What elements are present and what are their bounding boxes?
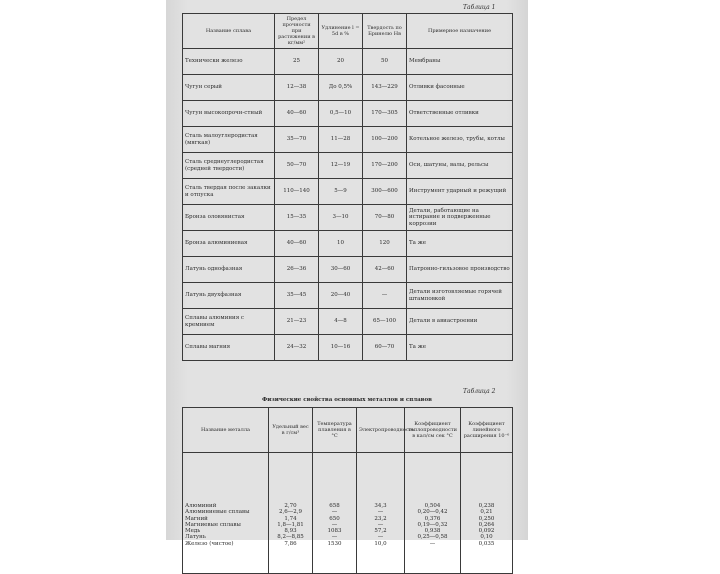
table2-melting-line: — — [331, 509, 338, 516]
table1-cell-strength: 35—45 — [275, 283, 319, 309]
table2-col-conductivity: Электропроводность — [357, 408, 405, 453]
table2-thermal-line: 0,376 — [424, 515, 441, 522]
table1-cell-elongation: 10—16 — [319, 335, 363, 361]
table1-cell-purpose: Отливки фасонные — [407, 75, 513, 101]
table2-col-name: Название металла — [183, 408, 269, 453]
table2-conductivity-line: — — [377, 509, 384, 516]
table1-row — [183, 49, 513, 75]
table1-cell-purpose: Та же — [407, 335, 513, 361]
physical-properties-table — [182, 407, 513, 574]
table2-thermal-line: 0,25—0,58 — [417, 534, 448, 541]
table1-cell-elongation: 5—9 — [319, 179, 363, 205]
table2-conductivity-line: 10,0 — [374, 540, 387, 547]
table2-expansion-line: 0,10 — [480, 534, 493, 541]
table2-melting-line: — — [331, 521, 338, 528]
table1-cell-strength: 25 — [275, 49, 319, 75]
table2-name-line: Алюминиевые сплавы — [185, 509, 250, 516]
table1-cell-strength: 40—60 — [275, 101, 319, 127]
table1-body — [183, 49, 513, 361]
table2-col-thermal: Коэффициент теплопроводности в кал/см сек °C — [405, 408, 461, 453]
table1-cell-purpose: Мембраны — [407, 49, 513, 75]
table1-cell-name: Технически железо — [183, 49, 275, 75]
table1-cell-purpose: Та же — [407, 231, 513, 257]
table2-expansion-line: 0,250 — [478, 515, 495, 522]
table1-row — [183, 153, 513, 179]
table1-cell-elongation: 30—60 — [319, 257, 363, 283]
table2-thermal-line: 0,19—0,32 — [417, 521, 448, 528]
table1-cell-hardness: 100—200 — [363, 127, 407, 153]
table1-cell-hardness: 50 — [363, 49, 407, 75]
table2-expansion-line: 0,035 — [478, 540, 495, 547]
table1-cell-hardness: 143—229 — [363, 75, 407, 101]
table1-cell-name: Сталь малоуглеродистая (мягкая) — [183, 127, 275, 153]
table2-name-line: Магниевые сплавы — [185, 521, 241, 528]
table1-cell-name: Сплавы алюминия с кремнием — [183, 309, 275, 335]
table1-row — [183, 75, 513, 101]
table2-density-line: 1,74 — [284, 515, 297, 522]
table1-cell-name: Латунь однофазная — [183, 257, 275, 283]
table2-thermal-line: 0,20—0,42 — [417, 509, 448, 516]
table2-melting-line: 658 — [329, 503, 340, 509]
table2-col-density: Удельный вес в г/см³ — [269, 408, 313, 453]
table1-cell-purpose: Ответственные отливки — [407, 101, 513, 127]
table1-cell-elongation: 20 — [319, 49, 363, 75]
table1-cell-elongation: 10 — [319, 231, 363, 257]
table2-thermal-line: — — [429, 540, 436, 547]
table1-cell-name: Сталь твердая после закалки и отпуска — [183, 179, 275, 205]
table1-cell-name: Сталь среднеуглеродистая (средней твердости) — [183, 153, 275, 179]
table2-header-row — [183, 408, 513, 453]
table2-col-expansion: Коэффициент линейного расширения 10⁻⁶ — [461, 408, 513, 453]
table2-conductivity-cell — [357, 453, 405, 574]
table2-conductivity-line: 34,3 — [374, 503, 387, 509]
table1-cell-hardness: 120 — [363, 231, 407, 257]
table2-thermal-line: 0,504 — [424, 503, 441, 509]
table1-cell-strength: 50—70 — [275, 153, 319, 179]
table2-names-cell — [183, 453, 269, 574]
table2-conductivity-line: 23,2 — [374, 515, 387, 522]
table1-row — [183, 335, 513, 361]
table2-col-melting: Температура плавления в °C — [313, 408, 357, 453]
table1-cell-strength: 21—23 — [275, 309, 319, 335]
table2-name-line: Латунь — [185, 534, 206, 541]
table1-cell-elongation: 3—10 — [319, 205, 363, 231]
table1-cell-hardness: — — [363, 283, 407, 309]
table2-expansion-line: 0,238 — [478, 503, 495, 509]
table2-name-line: Медь — [185, 528, 201, 535]
mechanical-properties-table — [182, 13, 513, 361]
table2-expansion-line: 0,092 — [478, 528, 495, 535]
table1-cell-hardness: 42—60 — [363, 257, 407, 283]
table1-row — [183, 127, 513, 153]
table1-row — [183, 101, 513, 127]
table1-cell-strength: 15—35 — [275, 205, 319, 231]
table2-conductivity-line: — — [377, 521, 384, 528]
table1-col-strength: Предел прочности при растяжении в кг/мм² — [275, 14, 319, 49]
table2-name-line: Магний — [185, 515, 208, 522]
table1-cell-purpose: Детали, работающие на истирание и подверженные коррозии — [407, 205, 513, 231]
table1-cell-hardness: 70—80 — [363, 205, 407, 231]
table2-data-row — [183, 453, 513, 574]
faded-header — [254, 0, 414, 9]
table2-conductivity-line: 57,2 — [374, 528, 387, 535]
table1-row — [183, 231, 513, 257]
table1-cell-name: Латунь двухфазная — [183, 283, 275, 309]
table2-density-line: 8,2—8,85 — [277, 534, 304, 541]
table1-col-name: Название сплава — [183, 14, 275, 49]
table2-density-line: 7,86 — [284, 540, 297, 547]
table1-cell-hardness: 60—70 — [363, 335, 407, 361]
table1-cell-name: Чугун высокопрочн-стный — [183, 101, 275, 127]
table2-melting-line: 650 — [329, 515, 340, 522]
table1-cell-elongation: 4—8 — [319, 309, 363, 335]
table2-melting-line: 1530 — [327, 540, 342, 547]
table1-cell-hardness: 170—200 — [363, 153, 407, 179]
table1-cell-strength: 110—140 — [275, 179, 319, 205]
table1-cell-elongation: 11—28 — [319, 127, 363, 153]
table1-cell-hardness: 65—100 — [363, 309, 407, 335]
table1-cell-purpose: Детали изготовляемые горячей штамповкой — [407, 283, 513, 309]
table2-expansion-cell — [461, 453, 513, 574]
table1-cell-purpose: Котельное железо, трубы, котлы — [407, 127, 513, 153]
table2-label: Таблица 2 — [463, 388, 496, 395]
table1-cell-purpose: Оси, шатуны, валы, рельсы — [407, 153, 513, 179]
table2-thermal-line: 0,938 — [424, 528, 441, 535]
scanned-page — [166, 0, 528, 547]
table1-cell-name: Сплавы магния — [183, 335, 275, 361]
table2-density-line: 2,70 — [284, 503, 297, 509]
table1-cell-purpose: Детали в авиастроении — [407, 309, 513, 335]
table1-cell-hardness: 300—600 — [363, 179, 407, 205]
table2-title: Физические свойства основных металлов и сплавов — [262, 397, 432, 403]
table1-row — [183, 205, 513, 231]
table1-row — [183, 283, 513, 309]
table1-cell-purpose: Патронно-гильзовое производство — [407, 257, 513, 283]
table1-cell-elongation: 0,5—10 — [319, 101, 363, 127]
table1-cell-name: Бронза алюминиевая — [183, 231, 275, 257]
table1-row — [183, 179, 513, 205]
table2-conductivity-line: — — [377, 534, 384, 541]
table2-expansion-line: 0,264 — [478, 521, 495, 528]
table2-density-line: 1,8—1,81 — [277, 521, 304, 528]
table1-row — [183, 309, 513, 335]
table1-col-purpose: Примерное назначение — [407, 14, 513, 49]
table1-cell-strength: 12—38 — [275, 75, 319, 101]
table2-expansion-line: 0,21 — [480, 509, 493, 516]
table1-cell-strength: 26—36 — [275, 257, 319, 283]
table2-melting-cell — [313, 453, 357, 574]
table1-col-hardness: Твердость по Бринелю Hв — [363, 14, 407, 49]
table1-header-row — [183, 14, 513, 49]
table2-density-cell — [269, 453, 313, 574]
table1-cell-name: Бронза оловянистая — [183, 205, 275, 231]
table2-name-line: Алюминий — [185, 503, 217, 509]
table2-density-line: 8,93 — [284, 528, 297, 535]
table1-cell-purpose: Инструмент ударный и режущий — [407, 179, 513, 205]
table2-melting-line: — — [331, 534, 338, 541]
table2-thermal-cell — [405, 453, 461, 574]
table1-label: Таблица 1 — [463, 4, 496, 11]
table1-cell-hardness: 170—305 — [363, 101, 407, 127]
table1-cell-elongation: 12—19 — [319, 153, 363, 179]
table1-cell-name: Чугун серый — [183, 75, 275, 101]
table1-col-elongation: Удлинение l = 5d в % — [319, 14, 363, 49]
table1-cell-elongation: До 0,5% — [319, 75, 363, 101]
table1-cell-elongation: 20—40 — [319, 283, 363, 309]
table2-name-line: Железо (чистое) — [185, 540, 234, 547]
table1-row — [183, 257, 513, 283]
table2-melting-line: 1083 — [327, 528, 342, 535]
table1-cell-strength: 40—60 — [275, 231, 319, 257]
table1-cell-strength: 24—32 — [275, 335, 319, 361]
table1-cell-strength: 35—70 — [275, 127, 319, 153]
table2-density-line: 2,6—2,9 — [279, 509, 302, 516]
